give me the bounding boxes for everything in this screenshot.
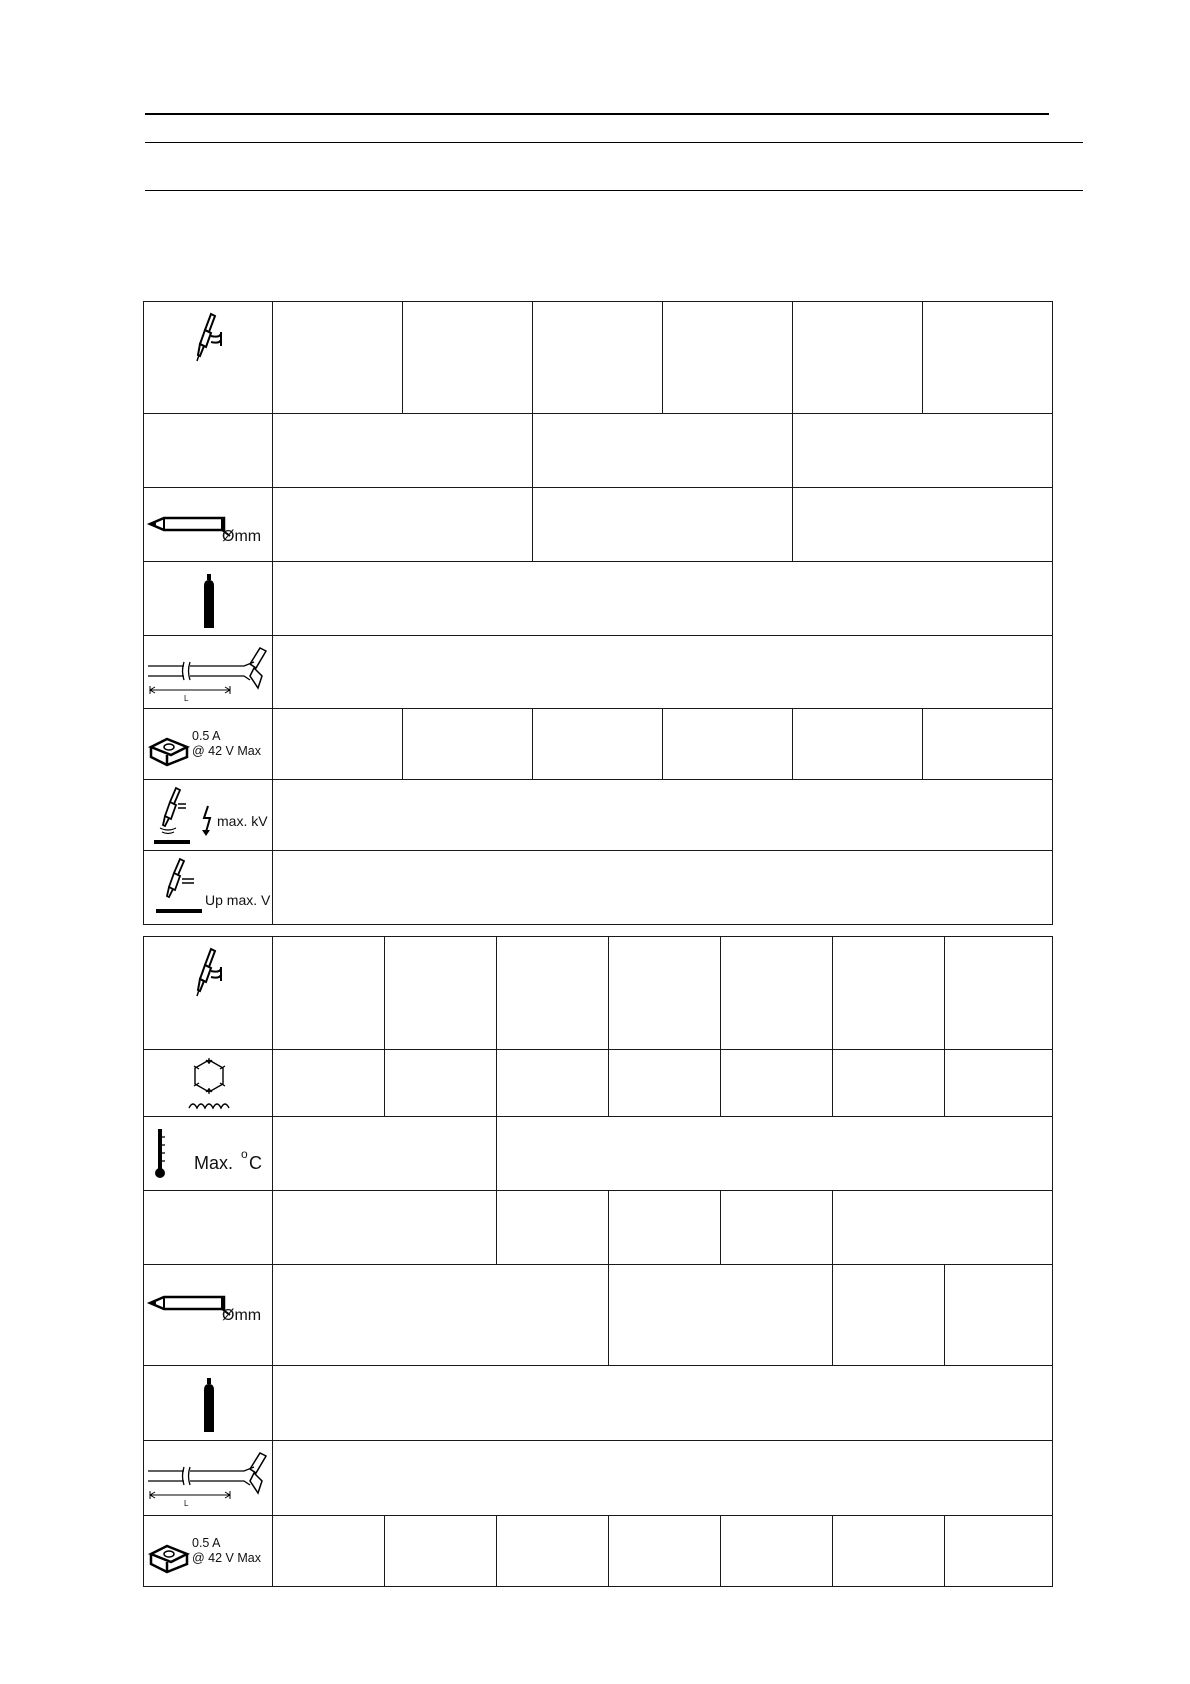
t2-r5-icon-cell — [143, 1264, 273, 1366]
t1-r6-c6 — [922, 708, 1053, 780]
t1-r3-c1 — [272, 487, 533, 562]
t2-r4-icon-cell — [143, 1190, 273, 1265]
t2-r5-c1 — [272, 1264, 609, 1366]
t1-r1-c1 — [272, 301, 403, 414]
t2-r1-icon-cell — [143, 936, 273, 1050]
t2-r8-icon-cell — [143, 1515, 273, 1587]
t1-r6-c5 — [792, 708, 923, 780]
t1-r7-value — [272, 779, 1053, 851]
t1-r1-c4 — [662, 301, 793, 414]
t2-r2-icon-cell — [143, 1049, 273, 1117]
t2-r4-c2 — [496, 1190, 609, 1265]
rated-voltage-icon — [154, 857, 214, 917]
tig-torch-icon — [189, 947, 229, 999]
t2-r2-c4 — [608, 1049, 721, 1117]
lamp-rating-icon — [147, 731, 191, 767]
diameter-unit-label: Ømm — [222, 1307, 262, 1324]
gas-cylinder-icon — [202, 574, 216, 628]
t2-r3-c1 — [272, 1116, 497, 1191]
t1-r6-c1 — [272, 708, 403, 780]
t2-r5-c2 — [608, 1264, 833, 1366]
t1-r2-c2 — [532, 413, 793, 488]
cable-length-label: L — [184, 694, 189, 703]
t1-r4-icon-cell — [143, 561, 273, 636]
lamp-voltage-label: @ 42 V Max — [192, 744, 261, 758]
t2-r8-c4 — [608, 1515, 721, 1587]
t2-r2-c1 — [272, 1049, 385, 1117]
t2-r2-c6 — [832, 1049, 945, 1117]
t2-r4-c5 — [832, 1190, 1053, 1265]
t2-r8-c3 — [496, 1515, 609, 1587]
max-kv-label: max. kV — [217, 813, 268, 829]
t1-r1-c3 — [532, 301, 663, 414]
t1-r6-icon-cell — [143, 708, 273, 780]
t2-r1-c5 — [720, 936, 833, 1050]
t2-r4-c3 — [608, 1190, 721, 1265]
t2-r8-c2 — [384, 1515, 497, 1587]
t2-r5-c4 — [944, 1264, 1053, 1366]
t1-r8-value — [272, 850, 1053, 925]
t2-r2-c7 — [944, 1049, 1053, 1117]
t1-r7-icon-cell — [143, 779, 273, 851]
t1-r6-c2 — [402, 708, 533, 780]
cable-length-icon — [146, 644, 272, 704]
t1-r3-icon-cell — [143, 487, 273, 562]
t2-r6-value — [272, 1365, 1053, 1441]
tig-torch-icon — [189, 312, 229, 364]
t1-r8-icon-cell — [143, 850, 273, 925]
max-temp-degree: o — [241, 1147, 248, 1161]
t2-r1-c7 — [944, 936, 1053, 1050]
t1-r4-value — [272, 561, 1053, 636]
t2-r8-c1 — [272, 1515, 385, 1587]
t1-r5-icon-cell — [143, 635, 273, 710]
t2-r1-c3 — [496, 936, 609, 1050]
up-max-v-label: Up max. V — [205, 892, 271, 908]
header-rule-middle — [145, 142, 1083, 143]
lamp-voltage-label: @ 42 V Max — [192, 1551, 261, 1565]
lamp-current-label: 0.5 A — [192, 1536, 221, 1550]
t2-r7-icon-cell — [143, 1440, 273, 1516]
t2-r6-icon-cell — [143, 1365, 273, 1441]
t2-r1-c1 — [272, 936, 385, 1050]
t2-r1-c4 — [608, 936, 721, 1050]
header-rule-bottom — [145, 190, 1083, 191]
t2-r4-c1 — [272, 1190, 497, 1265]
t2-r7-value — [272, 1440, 1053, 1516]
lamp-current-label: 0.5 A — [192, 729, 221, 743]
t1-r6-c3 — [532, 708, 663, 780]
t2-r3-c2 — [496, 1116, 1053, 1191]
t2-r8-c6 — [832, 1515, 945, 1587]
t2-r4-c4 — [720, 1190, 833, 1265]
cable-length-icon — [146, 1449, 272, 1509]
t1-r3-c2 — [532, 487, 793, 562]
t1-r1-c5 — [792, 301, 923, 414]
t2-r2-c2 — [384, 1049, 497, 1117]
max-temp-prefix: Max. — [194, 1153, 234, 1173]
t1-r1-c6 — [922, 301, 1053, 414]
t2-r3-icon-cell — [143, 1116, 273, 1191]
t1-r2-icon-cell — [143, 413, 273, 488]
t1-r3-c3 — [792, 487, 1053, 562]
t2-r1-c2 — [384, 936, 497, 1050]
t2-r1-c6 — [832, 936, 945, 1050]
liquid-cooling-icon — [187, 1056, 231, 1112]
t1-r2-c1 — [272, 413, 533, 488]
thermometer-icon — [153, 1129, 167, 1179]
t2-r8-c5 — [720, 1515, 833, 1587]
t1-r1-c2 — [402, 301, 533, 414]
t2-r2-c3 — [496, 1049, 609, 1117]
t2-r8-c7 — [944, 1515, 1053, 1587]
t1-r2-c3 — [792, 413, 1053, 488]
t2-r2-c5 — [720, 1049, 833, 1117]
diameter-unit-label: Ømm — [222, 528, 262, 545]
max-temp-unit: C — [249, 1153, 262, 1173]
header-rule-top — [145, 113, 1049, 115]
gas-cylinder-icon — [202, 1378, 216, 1432]
lamp-rating-icon — [147, 1538, 191, 1574]
t1-r5-value — [272, 635, 1053, 709]
t1-r6-c4 — [662, 708, 793, 780]
t2-r5-c3 — [832, 1264, 945, 1366]
t1-r1-icon-cell — [143, 301, 273, 414]
cable-length-label: L — [184, 1499, 189, 1508]
